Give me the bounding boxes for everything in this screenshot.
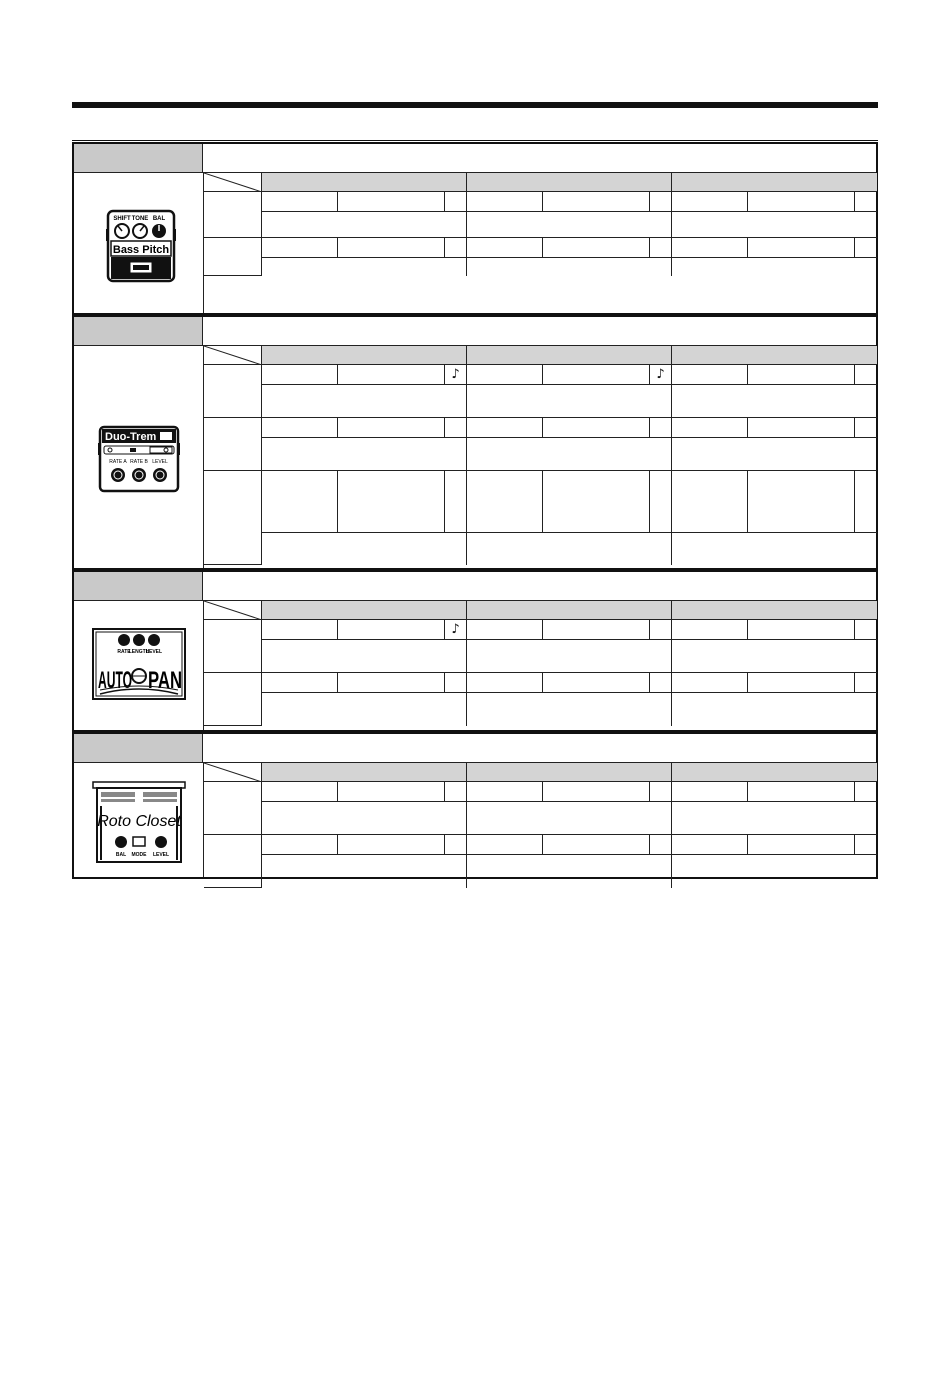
section-header-label [74, 144, 203, 173]
param-description-cell [672, 212, 877, 238]
param-name-cell [467, 418, 543, 438]
column-header-2 [467, 763, 672, 782]
tempo-sync-note [445, 238, 467, 258]
tempo-sync-note [445, 835, 467, 855]
section-duo-trem [72, 315, 878, 570]
param-description-cell [262, 533, 467, 565]
svg-text:BAL: BAL [115, 852, 127, 858]
column-header-3 [672, 601, 877, 620]
param-name-cell [672, 782, 748, 802]
param-name-cell [262, 192, 338, 212]
param-range-cell [748, 471, 855, 533]
svg-text:TONE: TONE [131, 216, 149, 222]
pedal-cell [74, 346, 204, 568]
param-description-cell [467, 212, 672, 238]
section-bass-pitch [72, 142, 878, 315]
tempo-sync-note [650, 620, 672, 640]
tempo-sync-note: ♪ [445, 365, 467, 385]
pedal-cell [74, 601, 204, 730]
param-range-cell [748, 620, 855, 640]
column-header-1 [262, 346, 467, 365]
param-range-cell [543, 238, 650, 258]
param-area [204, 346, 878, 568]
param-description-cell [262, 438, 467, 471]
param-name-cell [262, 365, 338, 385]
param-description-cell [467, 693, 672, 726]
param-description-cell [467, 533, 672, 565]
top-heavy-rule [72, 102, 878, 108]
column-header-2 [467, 346, 672, 365]
param-description-cell [262, 802, 467, 835]
column-header-3 [672, 173, 877, 192]
param-name-cell [262, 418, 338, 438]
param-description-cell [262, 212, 467, 238]
param-range-cell [338, 782, 445, 802]
svg-text:LEVEL: LEVEL [152, 459, 168, 465]
param-range-cell [748, 835, 855, 855]
tempo-sync-note [650, 192, 672, 212]
param-description-cell [672, 258, 877, 276]
top-thin-rule [72, 140, 878, 141]
param-description-cell [467, 438, 672, 471]
svg-text:PAN: PAN [148, 667, 182, 694]
corner-diagonal [204, 763, 262, 782]
corner-diagonal [204, 346, 262, 365]
param-description-cell [672, 802, 877, 835]
tempo-sync-note [445, 471, 467, 533]
duo-trem-pedal-image [98, 425, 180, 493]
section-header-bar [203, 572, 876, 601]
section-header-bar [203, 317, 876, 346]
tempo-sync-note [855, 835, 877, 855]
param-label-cell [204, 673, 262, 726]
svg-text:LENGTH: LENGTH [128, 649, 150, 655]
svg-text:Duo-Trem: Duo-Trem [105, 431, 157, 443]
pedal-cell [74, 173, 204, 313]
tempo-sync-note [445, 673, 467, 693]
param-label-cell [204, 782, 262, 835]
tempo-sync-note: ♪ [650, 365, 672, 385]
param-description-cell [672, 385, 877, 418]
svg-text:RATE B: RATE B [130, 459, 148, 465]
param-label-cell [204, 418, 262, 471]
param-description-cell [672, 693, 877, 726]
param-name-cell [262, 238, 338, 258]
param-range-cell [338, 418, 445, 438]
tempo-sync-note [650, 835, 672, 855]
tempo-sync-note [855, 418, 877, 438]
param-name-cell [672, 835, 748, 855]
param-range-cell [543, 471, 650, 533]
section-header-label [74, 734, 203, 763]
param-description-cell [262, 385, 467, 418]
tempo-sync-note: ♪ [445, 620, 467, 640]
param-description-cell [262, 640, 467, 673]
param-label-cell [204, 238, 262, 276]
param-name-cell [467, 620, 543, 640]
section-header-label [74, 572, 203, 601]
svg-text:SHIFT: SHIFT [113, 216, 131, 222]
column-header-1 [262, 601, 467, 620]
param-range-cell [748, 782, 855, 802]
section-auto-pan [72, 570, 878, 732]
param-description-cell [672, 438, 877, 471]
tempo-sync-note [855, 238, 877, 258]
svg-text:BAL: BAL [152, 216, 166, 222]
param-description-cell [467, 802, 672, 835]
param-range-cell [748, 192, 855, 212]
param-range-cell [748, 238, 855, 258]
param-range-cell [748, 365, 855, 385]
svg-text:LEVEL: LEVEL [145, 649, 163, 655]
param-range-cell [543, 365, 650, 385]
roto-closet-pedal-image [91, 780, 187, 864]
param-range-cell [338, 620, 445, 640]
param-area [204, 763, 878, 877]
param-range-cell [338, 365, 445, 385]
svg-text:AUTO: AUTO [98, 667, 132, 694]
section-roto-closet [72, 732, 878, 879]
column-header-2 [467, 601, 672, 620]
param-description-cell [672, 855, 877, 888]
column-header-3 [672, 346, 877, 365]
param-area [204, 601, 878, 730]
corner-diagonal [204, 173, 262, 192]
param-name-cell [467, 673, 543, 693]
svg-text:Roto Closet: Roto Closet [97, 813, 181, 830]
param-name-cell [467, 365, 543, 385]
param-name-cell [672, 238, 748, 258]
param-name-cell [672, 192, 748, 212]
param-label-cell [204, 365, 262, 418]
section-header-bar [203, 734, 876, 763]
param-name-cell [467, 192, 543, 212]
svg-text:Bass Pitch: Bass Pitch [112, 244, 170, 256]
param-description-cell [467, 385, 672, 418]
param-range-cell [543, 673, 650, 693]
svg-text:LEVEL: LEVEL [152, 852, 170, 858]
pedal-cell [74, 763, 204, 877]
corner-diagonal [204, 601, 262, 620]
param-label-cell [204, 620, 262, 673]
param-name-cell [467, 471, 543, 533]
tempo-sync-note [650, 782, 672, 802]
param-range-cell [748, 673, 855, 693]
param-label-cell [204, 835, 262, 888]
column-header-1 [262, 173, 467, 192]
param-name-cell [672, 471, 748, 533]
param-description-cell [262, 693, 467, 726]
param-label-cell [204, 471, 262, 565]
param-name-cell [262, 782, 338, 802]
param-description-cell [262, 258, 467, 276]
tempo-sync-note [650, 238, 672, 258]
param-range-cell [338, 192, 445, 212]
column-header-3 [672, 763, 877, 782]
param-range-cell [338, 673, 445, 693]
tempo-sync-note [855, 620, 877, 640]
param-range-cell [543, 192, 650, 212]
param-name-cell [262, 620, 338, 640]
tempo-sync-note [445, 782, 467, 802]
tempo-sync-note [855, 673, 877, 693]
param-name-cell [672, 418, 748, 438]
auto-pan-pedal-image [92, 628, 186, 700]
param-name-cell [467, 238, 543, 258]
param-description-cell [672, 533, 877, 565]
param-name-cell [262, 673, 338, 693]
param-description-cell [467, 855, 672, 888]
svg-text:MODE: MODE [131, 852, 147, 858]
tempo-sync-note [650, 673, 672, 693]
param-range-cell [748, 418, 855, 438]
section-header-bar [203, 144, 876, 173]
param-range-cell [338, 835, 445, 855]
param-range-cell [543, 620, 650, 640]
section-header-label [74, 317, 203, 346]
column-header-2 [467, 173, 672, 192]
param-range-cell [338, 471, 445, 533]
param-label-cell [204, 192, 262, 238]
param-name-cell [672, 365, 748, 385]
tempo-sync-note [855, 192, 877, 212]
param-name-cell [672, 673, 748, 693]
param-description-cell [467, 640, 672, 673]
param-name-cell [467, 835, 543, 855]
svg-text:RATE A: RATE A [109, 459, 127, 465]
bass-pitch-pedal-image [106, 209, 176, 283]
tempo-sync-note [445, 418, 467, 438]
tempo-sync-note [855, 365, 877, 385]
param-range-cell [338, 238, 445, 258]
param-range-cell [543, 835, 650, 855]
param-name-cell [467, 782, 543, 802]
tempo-sync-note [855, 782, 877, 802]
tempo-sync-note [855, 471, 877, 533]
param-name-cell [262, 835, 338, 855]
param-range-cell [543, 418, 650, 438]
tempo-sync-note [445, 192, 467, 212]
param-range-cell [543, 782, 650, 802]
param-description-cell [467, 258, 672, 276]
svg-text:RATE: RATE [117, 649, 131, 655]
param-name-cell [672, 620, 748, 640]
column-header-1 [262, 763, 467, 782]
param-description-cell [262, 855, 467, 888]
tempo-sync-note [650, 418, 672, 438]
param-description-cell [672, 640, 877, 673]
param-area [204, 173, 878, 313]
tempo-sync-note [650, 471, 672, 533]
param-name-cell [262, 471, 338, 533]
